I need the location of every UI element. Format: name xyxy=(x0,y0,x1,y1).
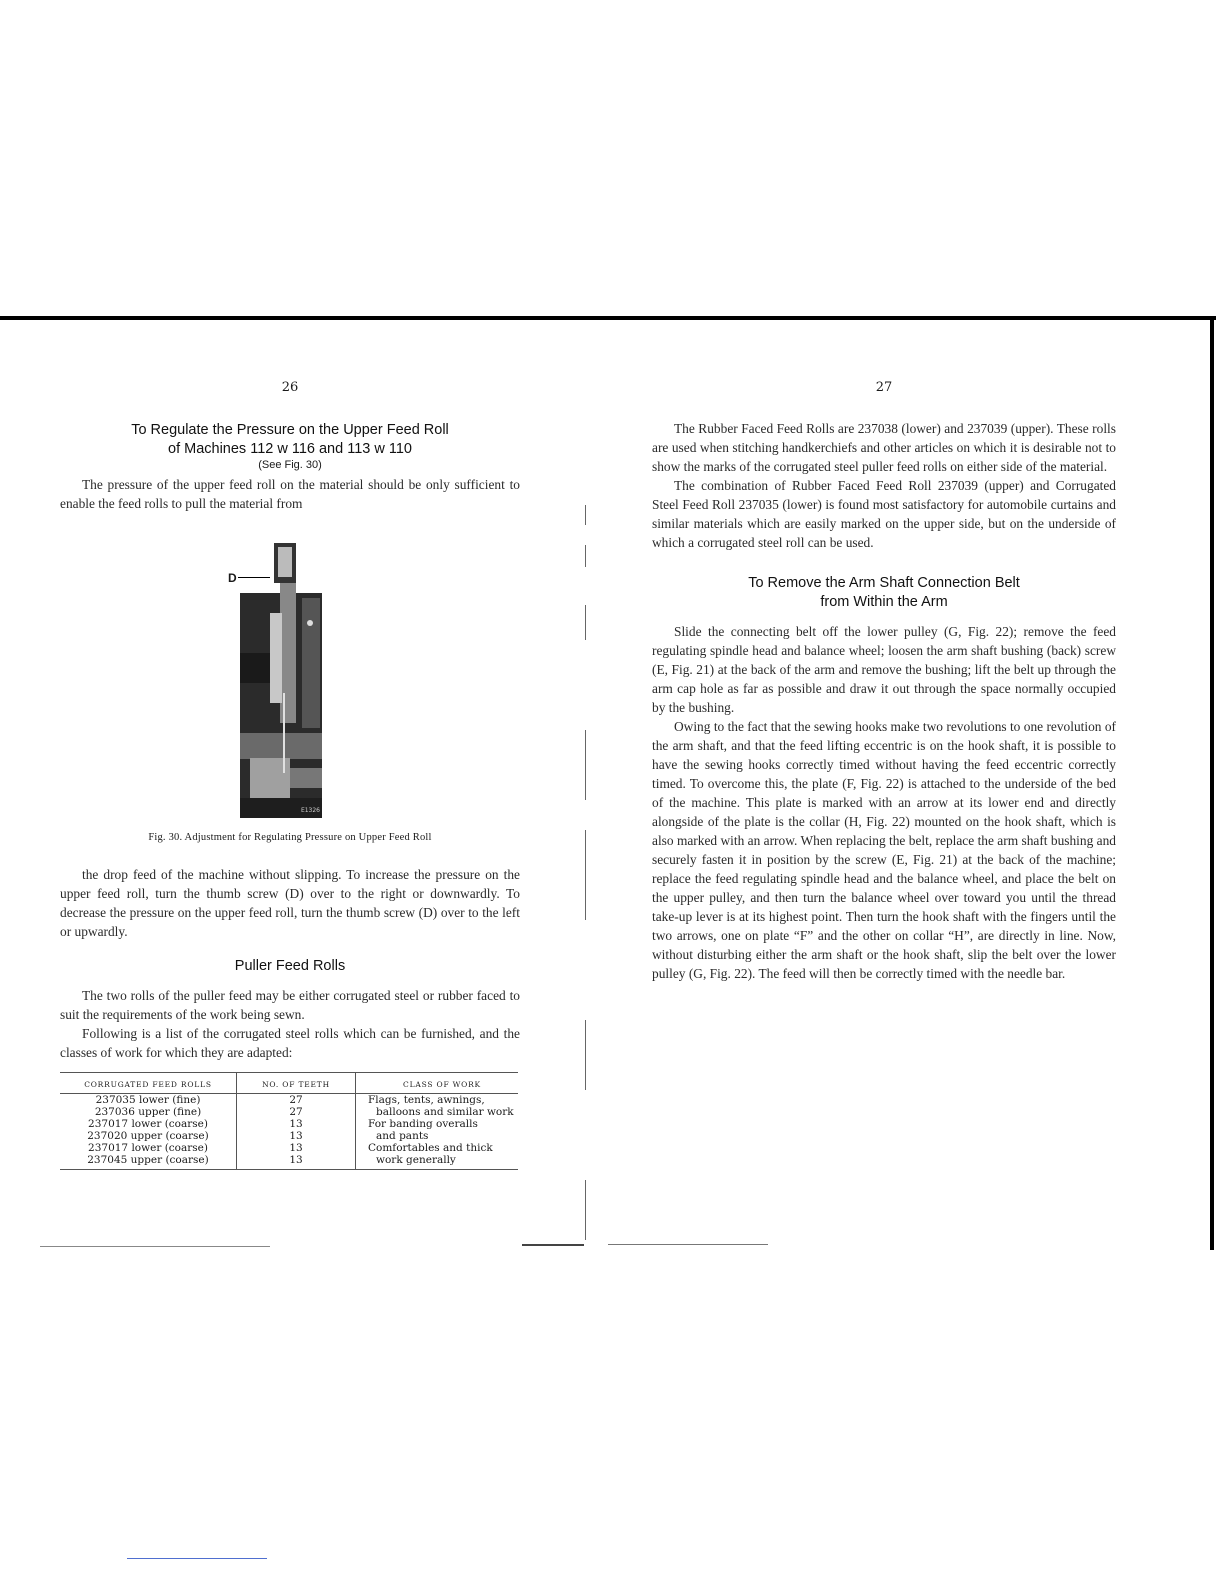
paragraph: The Rubber Faced Feed Rolls are 237038 (lower) and 237039 (upper). These rolls are used when stitching handkerchiefs and other articles on which it is desirable not to show the marks of the corrugated steel puller feed rolls on either side of the material. xyxy=(652,421,1116,474)
table-row xyxy=(60,1154,518,1170)
figure-sewing-machine-head xyxy=(228,543,322,818)
paragraph: The pressure of the upper feed roll on the material should be only sufficient to enable the feed rolls to pull the material from xyxy=(60,477,520,511)
spine-mark xyxy=(585,830,586,920)
column-header: NO. OF TEETH xyxy=(237,1073,356,1094)
column-header: CORRUGATED FEED ROLLS xyxy=(60,1073,237,1094)
feed-rolls-table xyxy=(60,1072,518,1170)
table-header-row xyxy=(60,1073,518,1094)
teeth-cell: 13 xyxy=(237,1142,356,1154)
paragraph: The two rolls of the puller feed may be either corrugated steel or rubber faced to suit the requirements of the work being sewn. xyxy=(60,988,520,1022)
machine-photo xyxy=(240,543,322,818)
paragraph: the drop feed of the machine without slipping. To increase the pressure on the upper feed roll, turn the thumb screw (D) over to the right or downwardly. To decrease the pressure on the upper feed roll, turn the thumb screw (D) over to the left or upwardly. xyxy=(60,867,520,939)
scan-underline-mark xyxy=(127,1558,267,1559)
roll-cell: 237020 upper (coarse) xyxy=(60,1130,237,1142)
arrow-pointer xyxy=(238,577,270,578)
roll-cell: 237045 upper (coarse) xyxy=(60,1154,237,1170)
scan-border-top xyxy=(0,316,1216,320)
roll-cell: 237017 lower (coarse) xyxy=(60,1142,237,1154)
left-page xyxy=(60,380,520,1170)
teeth-cell: 27 xyxy=(237,1094,356,1107)
table-row xyxy=(60,1130,518,1142)
section-heading-line1: To Remove the Arm Shaft Connection Belt xyxy=(748,575,1020,591)
page-number: 26 xyxy=(281,380,299,395)
work-cell: balloons and similar work xyxy=(376,1106,514,1118)
paragraph: Slide the connecting belt off the lower pulley (G, Fig. 22); remove the feed regulating spindle head and balance wheel; loosen the arm shaft bushing (back) screw (E, Fig. 21) at the back of the arm and remove the bushing; lift the belt up through the arm cap hole as far as possible and draw it out through the space normally occupied by the bushing. xyxy=(652,624,1116,715)
section-heading-line1: To Regulate the Pressure on the Upper Feed Roll xyxy=(131,422,449,438)
spine-mark xyxy=(585,545,586,567)
table-row xyxy=(60,1118,518,1130)
paragraph: The combination of Rubber Faced Feed Roll 237039 (upper) and Corrugated Steel Feed Roll 237035 (lower) is found most satisfactory for automobile curtains and similar materials which are easily marked on the upper side, but on the underside of which a corrugated steel roll can be used. xyxy=(652,478,1116,550)
roll-cell: 237035 lower (fine) xyxy=(60,1094,237,1107)
scan-smudge xyxy=(40,1246,270,1247)
teeth-cell: 13 xyxy=(237,1130,356,1142)
paragraph: Following is a list of the corrugated steel rolls which can be furnished, and the classes of work for which they are adapted: xyxy=(60,1026,520,1060)
column-header: CLASS OF WORK xyxy=(356,1073,519,1094)
table-row xyxy=(60,1142,518,1154)
section-heading-line2: from Within the Arm xyxy=(820,594,948,610)
section-heading: Puller Feed Rolls xyxy=(234,958,346,974)
work-cell: For banding overalls xyxy=(368,1118,478,1130)
roll-cell: 237017 lower (coarse) xyxy=(60,1118,237,1130)
page-number: 27 xyxy=(875,380,893,395)
table-row xyxy=(60,1106,518,1118)
scan-smudge xyxy=(608,1244,768,1245)
section-heading-line2: of Machines 112 w 116 and 113 w 110 xyxy=(168,441,412,457)
spine-mark xyxy=(585,1020,586,1090)
work-cell: and pants xyxy=(376,1130,429,1142)
paragraph: Owing to the fact that the sewing hooks make two revolutions to one revolution of the arm shaft, and that the feed lifting eccentric is on the hook shaft, it is possible to have the sewing hooks correctly timed without having the feed eccentric correctly timed. To overcome this, the plate (F, Fig. 22) is attached to the underside of the bed of the machine. This plate is marked with an arrow at its lower end and directly alongside of the plate is the collar (H, Fig. 22) mounted on the hook shaft, which is also marked with an arrow. When replacing the belt, replace the arm shaft bushing and securely fasten it in position by the screw (E, Fig. 21) at the back of the machine; replace the feed regulating spindle head and the balance wheel, and place the belt on the upper pulley, and then turn the balance wheel over toward you until the thread take-up lever is at its highest point. Then turn the hook shaft with the fingers until the two arrows, one on plate “F” and the other on collar “H”, are directly in line. Now, without disturbing either the arm shaft or the hook shaft, slip the belt over the lower pulley (G, Fig. 22). The feed will then be correctly timed with the needle bar. xyxy=(652,719,1116,981)
spine-mark xyxy=(585,505,586,525)
figure-caption: Fig. 30. Adjustment for Regulating Pressure on Upper Feed Roll xyxy=(148,832,432,843)
label-d: D xyxy=(228,571,237,585)
teeth-cell: 27 xyxy=(237,1106,356,1118)
roll-cell: 237036 upper (fine) xyxy=(60,1106,237,1118)
right-page xyxy=(652,380,1116,983)
spine-mark xyxy=(585,605,586,640)
work-cell: Flags, tents, awnings, xyxy=(368,1094,485,1106)
table-row xyxy=(60,1094,518,1107)
spine-mark xyxy=(585,730,586,800)
scan-border-right xyxy=(1210,316,1214,1250)
work-cell: Comfortables and thick xyxy=(368,1142,493,1154)
teeth-cell: 13 xyxy=(237,1118,356,1130)
work-cell: work generally xyxy=(376,1154,456,1166)
scan-smudge xyxy=(522,1244,584,1246)
spine-mark xyxy=(585,1180,586,1240)
figure-stamp: E1326 xyxy=(300,807,320,814)
teeth-cell: 13 xyxy=(237,1154,356,1170)
figure-reference: (See Fig. 30) xyxy=(258,459,322,471)
